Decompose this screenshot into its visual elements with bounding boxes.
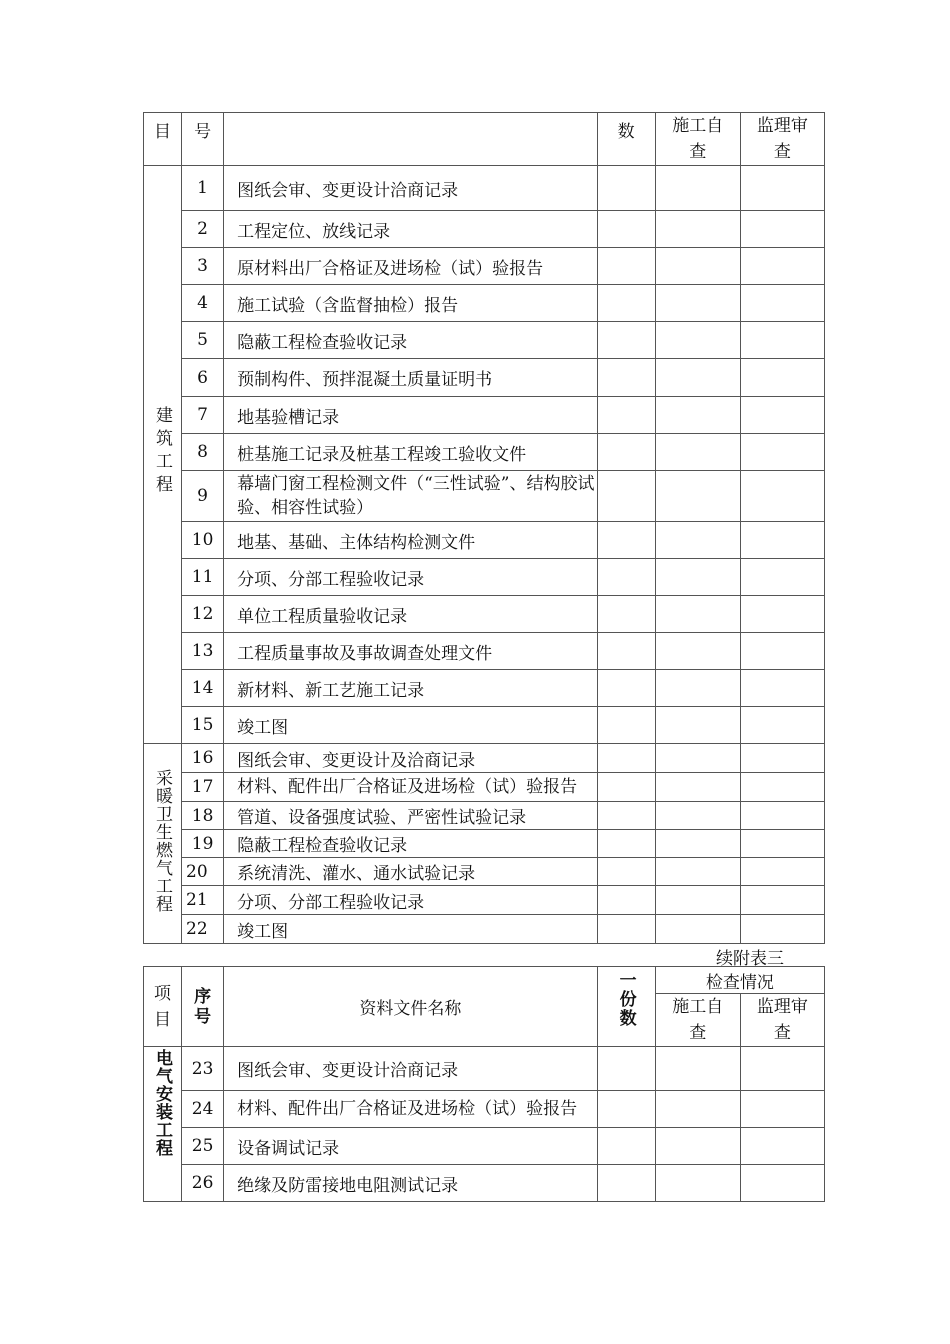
inspection-table-part2 [143,966,825,1202]
cell-supervisor-check [740,322,824,359]
header-name: 资料文件名称 [224,967,598,1047]
row-name: 桩基施工记录及桩基工程竣工验收文件 [224,434,598,471]
cell-supervisor-check [740,359,824,397]
header-no: 号 [182,113,224,166]
row-no: 9 [182,471,224,522]
cell-self-check [655,397,740,434]
row-name: 施工试验（含监督抽检）报告 [224,285,598,322]
table-row [144,211,825,248]
table-row [144,1091,825,1128]
cell-self-check [655,773,740,802]
cell-supervisor-check [740,802,824,830]
cell-count [597,744,655,773]
row-name: 隐蔽工程检查验收记录 [224,322,598,359]
row-name: 预制构件、预拌混凝土质量证明书 [224,359,598,397]
row-no: 20 [182,858,224,886]
cell-self-check [655,1091,740,1128]
cell-supervisor-check [740,166,824,211]
cell-supervisor-check [740,886,824,915]
cell-supervisor-check [740,596,824,633]
row-name: 材料、配件出厂合格证及进场检（试）验报告 [224,1091,598,1128]
cell-count [597,1128,655,1165]
table-row [144,1128,825,1165]
row-name: 原材料出厂合格证及进场检（试）验报告 [224,248,598,285]
cell-count [597,559,655,596]
cell-self-check [655,471,740,522]
row-name: 系统清洗、灌水、通水试验记录 [224,858,598,886]
table-row [144,596,825,633]
row-name: 隐蔽工程检查验收记录 [224,830,598,858]
cell-count [597,166,655,211]
cell-self-check [655,322,740,359]
table-row [144,434,825,471]
row-name: 图纸会审、变更设计及洽商记录 [224,744,598,773]
continued-table-label: 续附表三 [716,949,784,969]
cell-count [597,773,655,802]
cell-self-check [655,1047,740,1091]
header-name [224,113,598,166]
cell-count [597,830,655,858]
row-no: 7 [182,397,224,434]
row-name: 图纸会审、变更设计洽商记录 [224,166,598,211]
row-no: 8 [182,434,224,471]
row-name: 地基、基础、主体结构检测文件 [224,522,598,559]
cell-supervisor-check [740,744,824,773]
cell-count [597,596,655,633]
cell-supervisor-check [740,1091,824,1128]
cell-supervisor-check [740,915,824,944]
cell-supervisor-check [740,1165,824,1202]
row-name: 分项、分部工程验收记录 [224,886,598,915]
header-supervisor-check: 监理审查 [740,994,824,1047]
row-no: 4 [182,285,224,322]
table-row [144,1165,825,1202]
row-no: 23 [182,1047,224,1091]
cell-count [597,915,655,944]
cell-count [597,211,655,248]
row-name: 工程定位、放线记录 [224,211,598,248]
cell-count [597,1165,655,1202]
row-no: 24 [182,1091,224,1128]
row-name: 幕墙门窗工程检测文件（“三性试验”、结构胶试验、相容性试验） [224,471,598,522]
row-no: 22 [182,915,224,944]
header-count: 数 [597,113,655,166]
cell-supervisor-check [740,670,824,707]
cell-self-check [655,166,740,211]
cell-self-check [655,633,740,670]
cell-count [597,285,655,322]
cell-count [597,670,655,707]
table-row [144,633,825,670]
cell-self-check [655,1128,740,1165]
cell-self-check [655,802,740,830]
table-row [144,670,825,707]
row-no: 17 [182,773,224,802]
cell-count [597,397,655,434]
cell-count [597,322,655,359]
table-row [144,773,825,802]
row-name: 设备调试记录 [224,1128,598,1165]
row-no: 2 [182,211,224,248]
table-row [144,886,825,915]
cell-self-check [655,670,740,707]
header-self-check: 施工自查 [655,113,740,166]
header-self-check: 施工自查 [655,994,740,1047]
table-row [144,858,825,886]
cell-count [597,434,655,471]
cell-supervisor-check [740,830,824,858]
row-no: 18 [182,802,224,830]
cell-count [597,471,655,522]
table-row [144,744,825,773]
row-no: 3 [182,248,224,285]
table-row [144,248,825,285]
cell-count [597,707,655,744]
row-no: 21 [182,886,224,915]
cell-supervisor-check [740,858,824,886]
header-count: 一份数 [597,967,655,1047]
row-no: 5 [182,322,224,359]
row-no: 16 [182,744,224,773]
row-no: 12 [182,596,224,633]
row-name: 单位工程质量验收记录 [224,596,598,633]
table-row [144,1047,825,1091]
cell-self-check [655,559,740,596]
cell-supervisor-check [740,559,824,596]
cell-self-check [655,522,740,559]
cell-self-check [655,830,740,858]
row-no: 15 [182,707,224,744]
row-name: 管道、设备强度试验、严密性试验记录 [224,802,598,830]
table-row [144,359,825,397]
cell-count [597,802,655,830]
cell-supervisor-check [740,397,824,434]
cell-count [597,1047,655,1091]
header-supervisor-check: 监理审查 [740,113,824,166]
cell-supervisor-check [740,248,824,285]
cell-self-check [655,211,740,248]
table-row [144,802,825,830]
row-name: 竣工图 [224,915,598,944]
cell-supervisor-check [740,434,824,471]
cell-supervisor-check [740,1128,824,1165]
cell-count [597,248,655,285]
table-row [144,471,825,522]
cell-self-check [655,1165,740,1202]
row-no: 14 [182,670,224,707]
cell-self-check [655,596,740,633]
cell-supervisor-check [740,773,824,802]
cell-self-check [655,707,740,744]
cell-supervisor-check [740,633,824,670]
row-no: 10 [182,522,224,559]
row-name: 分项、分部工程验收记录 [224,559,598,596]
table-row [144,559,825,596]
row-name: 地基验槽记录 [224,397,598,434]
cell-supervisor-check [740,1047,824,1091]
cell-count [597,633,655,670]
row-name: 图纸会审、变更设计洽商记录 [224,1047,598,1091]
row-name: 新材料、新工艺施工记录 [224,670,598,707]
cell-count [597,522,655,559]
table-row [144,322,825,359]
header-section: 目 [144,113,182,166]
row-no: 11 [182,559,224,596]
header-section: 项目 [144,967,182,1047]
table-row [144,397,825,434]
table-row [144,707,825,744]
row-no: 1 [182,166,224,211]
cell-self-check [655,434,740,471]
table-row [144,915,825,944]
cell-self-check [655,285,740,322]
cell-self-check [655,359,740,397]
cell-self-check [655,248,740,285]
cell-self-check [655,886,740,915]
inspection-table-part1 [143,112,825,944]
row-no: 19 [182,830,224,858]
table-row [144,285,825,322]
table-row [144,522,825,559]
cell-supervisor-check [740,211,824,248]
header-check-status: 检查情况 [655,967,824,994]
cell-count [597,886,655,915]
cell-count [597,359,655,397]
section-hvac: 采暖卫生燃气工程 [144,744,182,944]
cell-self-check [655,858,740,886]
table-row [144,830,825,858]
cell-supervisor-check [740,707,824,744]
row-no: 26 [182,1165,224,1202]
cell-count [597,1091,655,1128]
cell-supervisor-check [740,285,824,322]
cell-self-check [655,915,740,944]
row-name: 竣工图 [224,707,598,744]
row-name: 绝缘及防雷接地电阻测试记录 [224,1165,598,1202]
header-no: 序号 [182,967,224,1047]
cell-supervisor-check [740,522,824,559]
cell-count [597,858,655,886]
row-name: 工程质量事故及事故调查处理文件 [224,633,598,670]
row-no: 6 [182,359,224,397]
section-construction: 建筑工程 [144,166,182,744]
cell-supervisor-check [740,471,824,522]
row-no: 13 [182,633,224,670]
row-name: 材料、配件出厂合格证及进场检（试）验报告 [224,773,598,802]
table-header-row [144,967,825,994]
section-electrical: 电气安装工程 [144,1047,182,1202]
table-row [144,166,825,211]
table-header-row [144,113,825,166]
cell-self-check [655,744,740,773]
row-no: 25 [182,1128,224,1165]
